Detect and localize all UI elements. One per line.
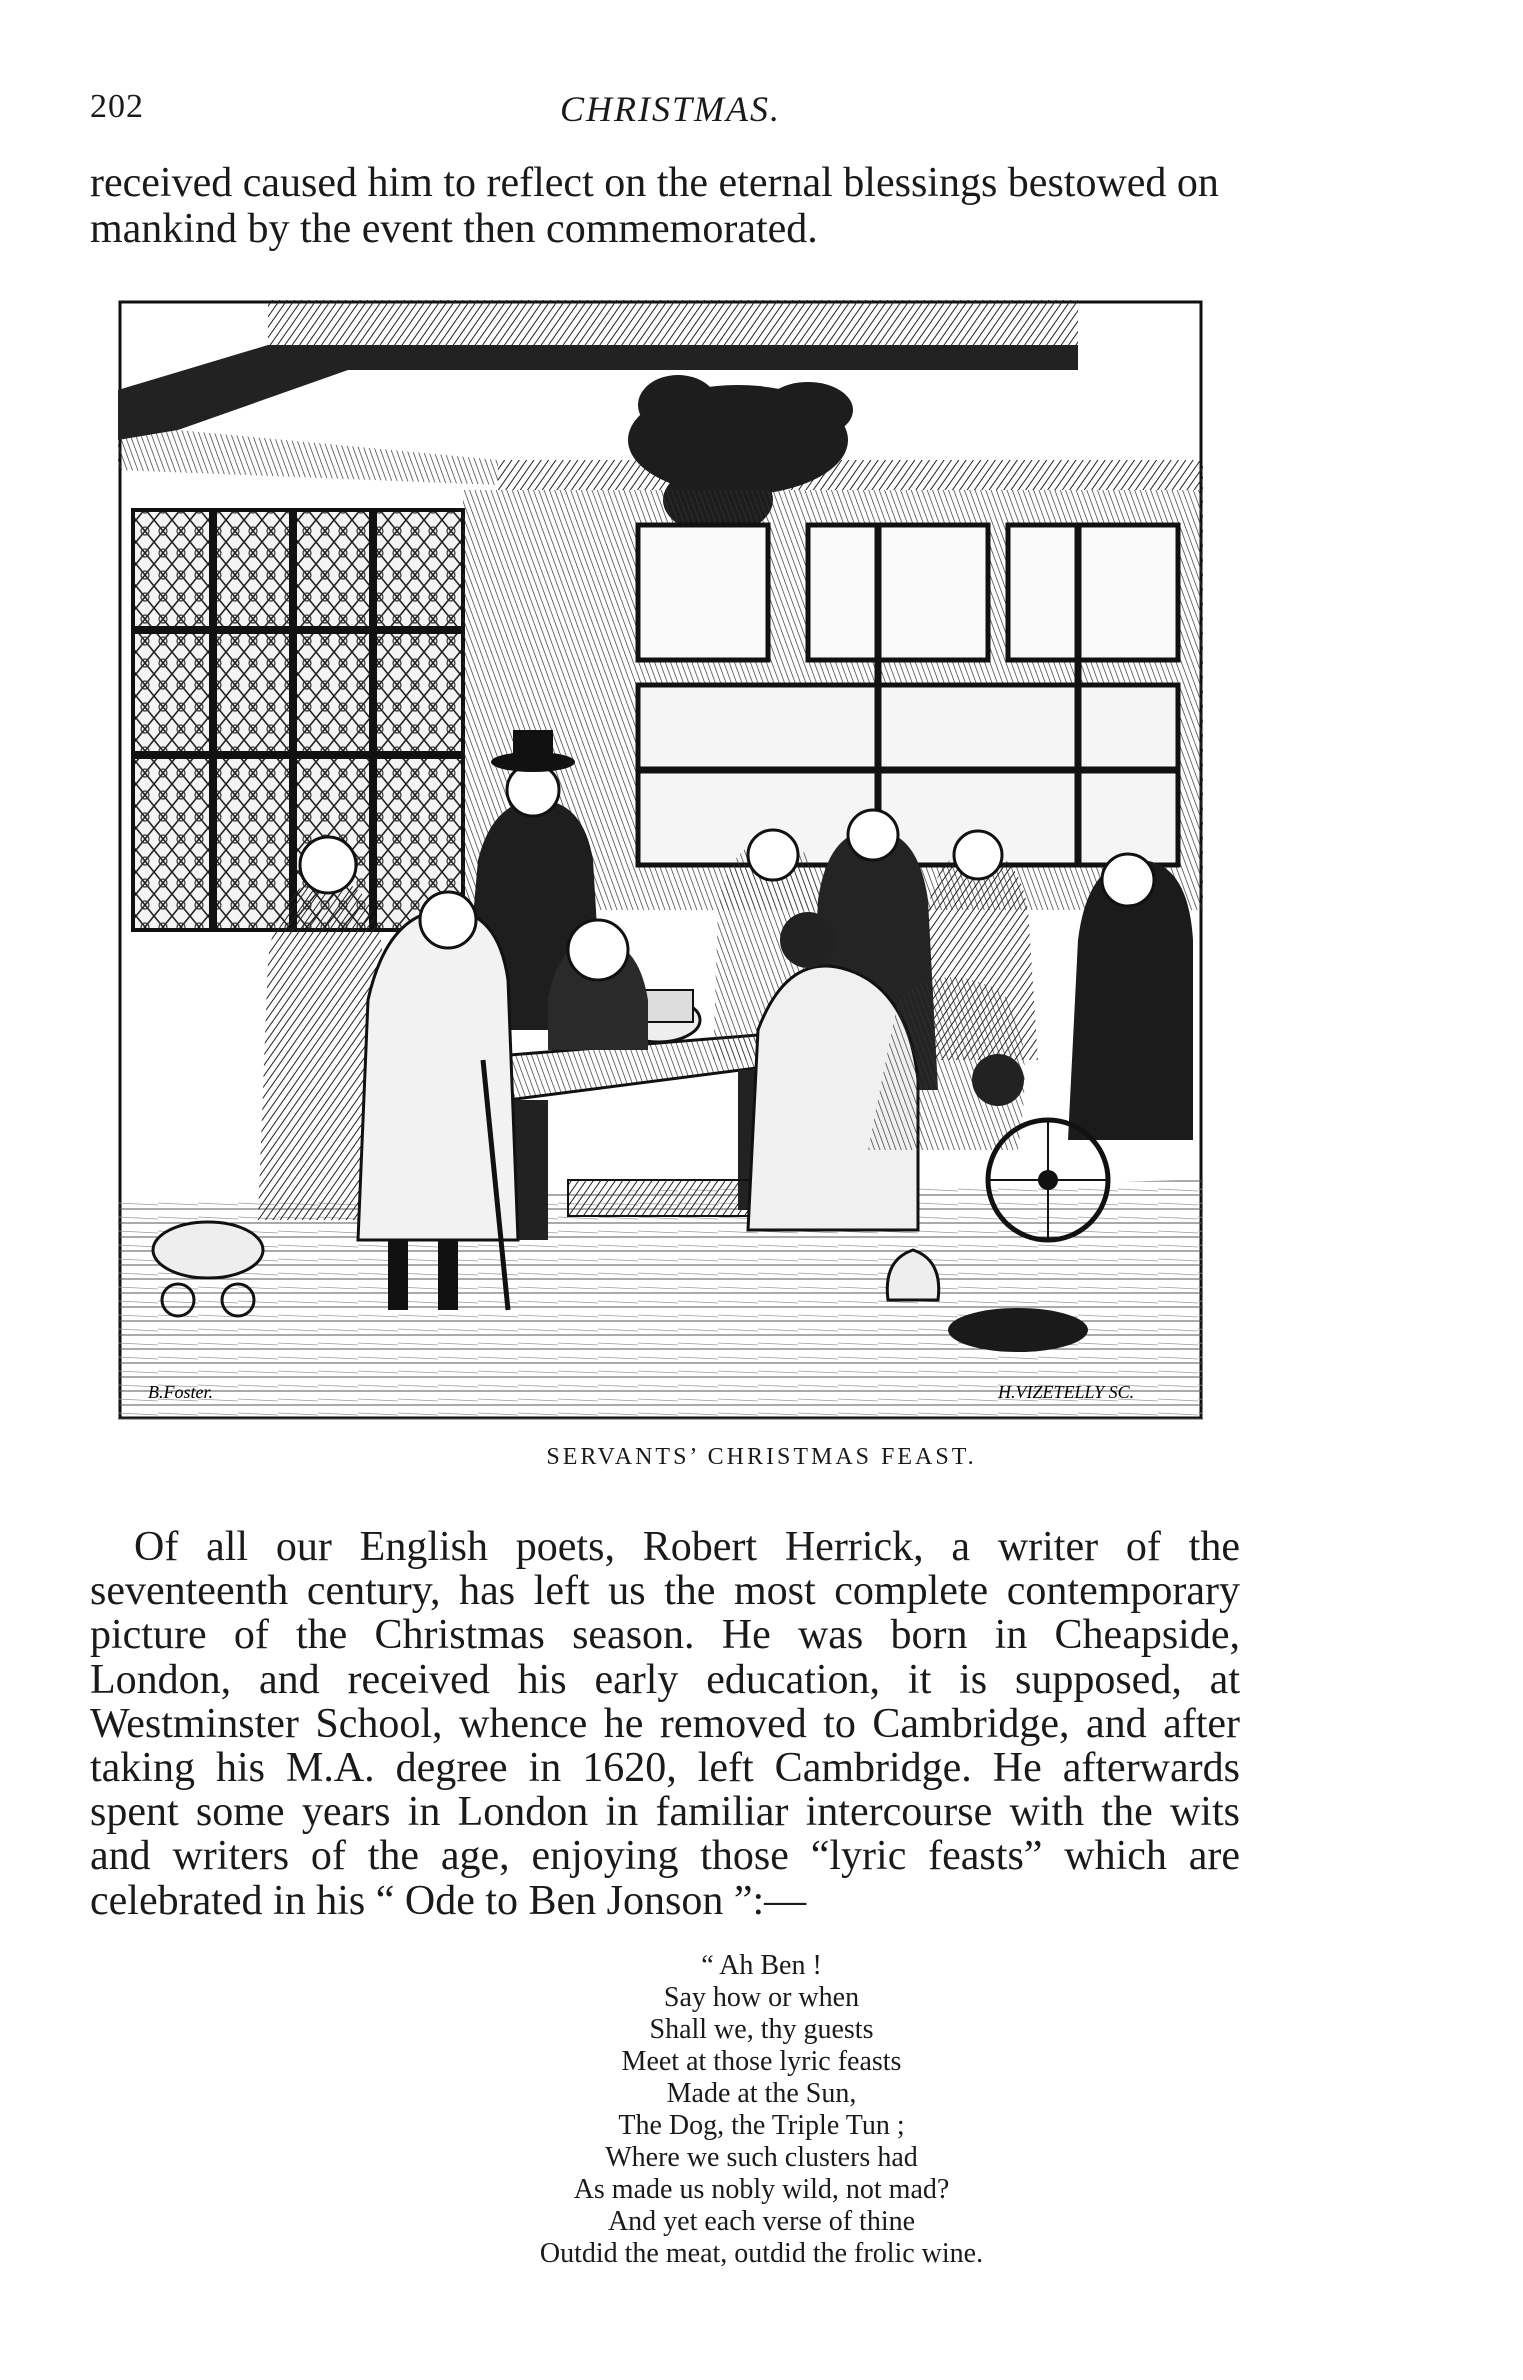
poem-line: Outdid the meat, outdid the frolic wine. (539, 2238, 984, 2269)
opening-text: received caused him to reflect on the eternal blessings bestowed on mankind by the event then commemorated. (90, 160, 1219, 252)
ode-to-ben-jonson-excerpt (0, 1950, 1523, 2270)
poem-line: Made at the Sun, (666, 2078, 857, 2109)
servants-feast-engraving (118, 300, 1203, 1420)
poem-line: “ Ah Ben ! (701, 1950, 822, 1981)
running-head: CHRISTMAS. (560, 89, 781, 129)
poem-line: Meet at those lyric feasts (621, 2046, 902, 2077)
poem-line: The Dog, the Triple Tun ; (618, 2110, 905, 2141)
illustration-caption: SERVANTS’ CHRISTMAS FEAST. (546, 1444, 977, 1470)
poem-line: As made us nobly wild, not mad? (573, 2174, 950, 2205)
engraver-signature: H.VIZETELLY SC. (998, 1382, 1135, 1402)
page-header (90, 88, 1240, 138)
poem-line: And yet each verse of thine (607, 2206, 916, 2237)
poem-line: Say how or when (663, 1982, 860, 2013)
poem-line: Where we such clusters had (605, 2142, 918, 2173)
poem-line: Shall we, thy guests (649, 2014, 874, 2045)
illustrator-signature: B.Foster. (148, 1382, 213, 1402)
body-paragraph: Of all our English poets, Robert Herrick, a writer of the seventeenth century, has left us the most complete contemporary picture of the Christmas season. He was born in Cheapside, London, and received his early education, it is supposed, at Westminster School, whence he removed to Cambridge, and after taking his M.A. degree in 1620, left Cambridge. He afterwards spent some years in London in familiar intercourse with the wits and writers of the age, enjoying those “lyric feasts” which are celebrated in his “ Ode to Ben Jonson ”:— (90, 1524, 1240, 1924)
engraving-illustration (118, 300, 1203, 1420)
page-number: 202 (90, 88, 144, 125)
